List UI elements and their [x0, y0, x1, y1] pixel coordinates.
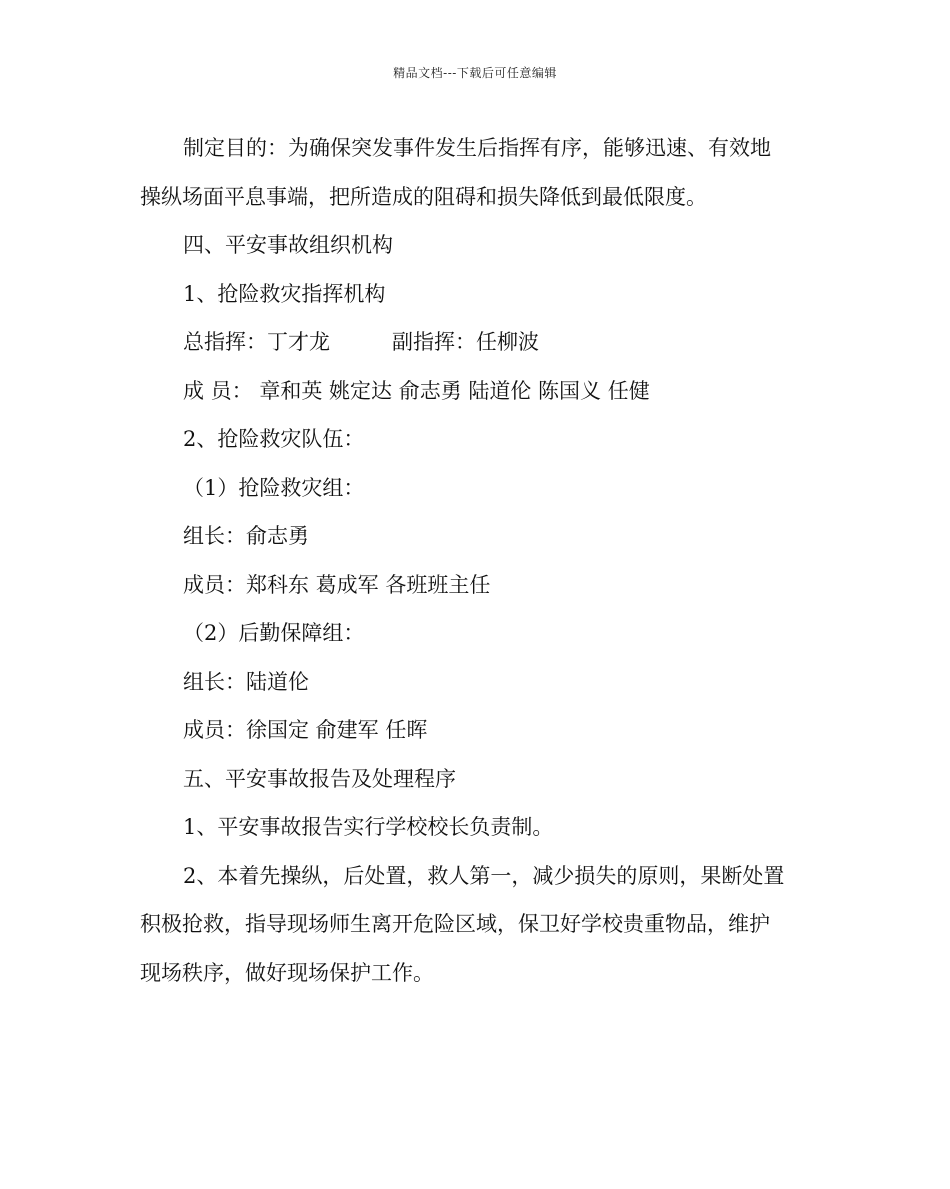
- section-5-heading: 五、平安事故报告及处理程序: [183, 766, 456, 791]
- rule-2-line-1: 2、本着先操纵，后处置，救人第一，减少损失的原则，果断处置: [183, 863, 785, 888]
- purpose-line-1: 制定目的：为确保突发事件发生后指挥有序，能够迅速、有效地: [183, 136, 771, 160]
- rescue-team-heading: 2、抢险救灾队伍：: [183, 427, 365, 451]
- deputy-commander: 副指挥：任柳波: [392, 330, 539, 354]
- members-line: 成 员： 章和英 姚定达 俞志勇 陆道伦 陈国义 任健: [183, 378, 650, 403]
- rescue-group-heading: （1）抢险救灾组：: [183, 475, 365, 500]
- rule-2-line-2: 积极抢救，指导现场师生离开危险区域，保卫好学校贵重物品，维护: [140, 912, 770, 936]
- chief-commander: 总指挥：丁才龙: [183, 330, 330, 354]
- rescue-group-members: 成员：郑科东 葛成军 各班班主任: [183, 572, 491, 597]
- page-header: 精品文档---下载后可任意编辑: [393, 66, 557, 80]
- logistics-group-members: 成员：徐国定 俞建军 任晖: [183, 718, 428, 742]
- command-structure-heading: 1、抢险救灾指挥机构: [183, 281, 386, 306]
- rescue-group-leader: 组长：俞志勇: [183, 524, 309, 548]
- commander-line: [140, 318, 820, 367]
- section-4-heading: 四、平安事故组织机构: [183, 233, 393, 257]
- document-body: [140, 124, 820, 997]
- rule-2-line-3: 现场秩序，做好现场保护工作。: [140, 960, 434, 985]
- logistics-group-heading: （2）后勤保障组：: [183, 621, 365, 645]
- purpose-line-2: 操纵场面平息事端，把所造成的阻碍和损失降低到最低限度。: [140, 184, 707, 209]
- logistics-group-leader: 组长：陆道伦: [183, 669, 309, 694]
- rule-1: 1、平安事故报告实行学校校长负责制。: [183, 815, 554, 839]
